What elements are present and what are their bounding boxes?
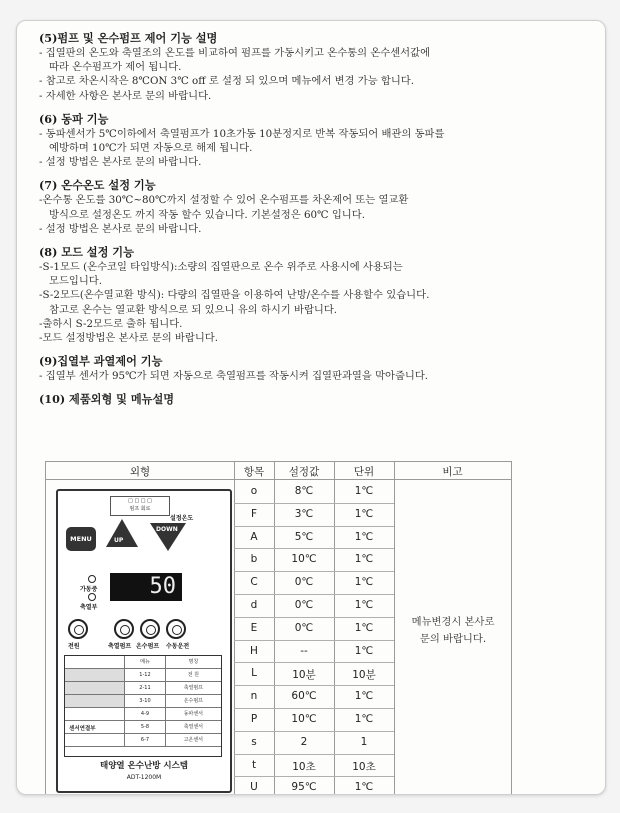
legend-terminal (65, 669, 125, 681)
cell-value: 10초 (292, 760, 316, 773)
section-heading: (6) 동파 기능 (39, 111, 109, 126)
section-line: 참고로 온수는 열교환 방식으로 되 있으니 유의 하시기 바랍니다. (49, 303, 338, 316)
terminal-legend (64, 655, 222, 757)
legend-name: 고온센서 (183, 737, 204, 743)
legend-row (65, 734, 221, 747)
table-row (234, 480, 394, 504)
cell-unit: 1℃ (354, 781, 374, 794)
cell-unit: 10초 (352, 760, 376, 773)
cell-item: U (250, 781, 258, 794)
cell-item: H (250, 644, 258, 657)
cell-item: F (250, 507, 258, 520)
table-row (234, 503, 394, 527)
legend-row (65, 695, 221, 708)
cell-value: 10℃ (291, 553, 317, 566)
header-item: 항목 (243, 466, 265, 478)
legend-code: 2-11 (125, 682, 165, 694)
knob-label: 온수펌프 (136, 643, 160, 650)
cell-value: 5℃ (294, 530, 314, 543)
document-page (16, 20, 606, 795)
cell-item: A (250, 530, 258, 543)
section-line: -S-1모드 (온수코일 타입방식):소량의 집열판으로 온수 위주로 사용시에 사용되는 (39, 261, 403, 274)
cell-item: L (251, 667, 257, 680)
cell-unit: 1℃ (354, 713, 374, 725)
table-row (234, 685, 394, 709)
cell-item: b (250, 553, 258, 566)
knob-label: 전원 (68, 643, 80, 650)
cell-value: 10분 (292, 669, 316, 682)
section-s8 (39, 245, 589, 345)
table-row (234, 731, 394, 755)
table-header (46, 462, 511, 480)
section-line: - 설정 방법은 본사로 문의 바랍니다. (39, 156, 202, 169)
table-row (234, 662, 394, 686)
section-heading: (8) 모드 설정 기능 (39, 245, 134, 260)
cell-unit: 1℃ (354, 507, 374, 520)
storage-led-icon (88, 593, 96, 601)
remark-line: 문의 바랍니다. (419, 633, 487, 645)
section-line: 따라 온수펌프가 제어 됩니다. (49, 61, 182, 74)
remark-line: 메뉴변경시 본사로 (411, 616, 495, 628)
storage-led-label: 축열부 (80, 604, 98, 611)
cell-unit: 1℃ (354, 599, 374, 611)
section-heading: (9)집열부 과열제어 기능 (39, 354, 163, 369)
cell-item: d (250, 599, 258, 611)
legend-code: 6-7 (125, 734, 165, 746)
table-row (234, 571, 394, 595)
cell-unit: 10분 (352, 669, 376, 682)
legend-terminal (65, 708, 125, 720)
set-temp-label: 설정온도 (170, 515, 194, 522)
running-led-icon (88, 575, 96, 583)
section-line: -출하시 S-2모드로 출하 됩니다. (39, 317, 183, 330)
table-row (234, 594, 394, 618)
legend-code: 4-9 (125, 708, 165, 720)
controller-device (56, 489, 232, 793)
cell-unit: 1 (360, 735, 368, 748)
cell-value: 60℃ (291, 690, 317, 703)
table-row (234, 708, 394, 732)
cell-unit: 1℃ (354, 553, 374, 566)
cell-item: s (251, 735, 257, 748)
section-line: - 집열부 센서가 95℃가 되면 자동으로 축열펌프를 작동시켜 집열판과열을 막아줍니다. (39, 370, 429, 383)
legend-head-menu: 메뉴 (125, 656, 165, 668)
power-knob-icon (68, 619, 88, 639)
storage-pump-knob-icon (114, 619, 134, 639)
cell-unit: 1℃ (354, 690, 374, 703)
legend-side-label: 센서연결부 (69, 726, 96, 732)
legend-row (65, 669, 221, 682)
section-line: 방식으로 설정온도 까지 작동 할수 있습니다. 기본설정은 60℃ 입니다. (49, 208, 365, 221)
section-s6 (39, 112, 589, 170)
table-row (234, 617, 394, 641)
section-s9 (39, 354, 589, 383)
cell-value: 95℃ (291, 781, 317, 794)
cell-unit: 1℃ (354, 621, 374, 634)
cell-value: 0℃ (294, 576, 314, 589)
legend-code: 1-12 (125, 669, 165, 681)
section-line: - 동파센서가 5℃이하에서 축열펌프가 10초가동 10분정지로 반복 작동되어 배관의 동파를 (39, 127, 445, 140)
section-heading: (7) 온수온도 설정 기능 (39, 178, 156, 193)
cell-value: 8℃ (294, 485, 314, 497)
section-line: 모드입니다. (49, 275, 103, 288)
legend-name: 동파센서 (183, 711, 204, 717)
menu-button: MENU (66, 527, 96, 551)
cell-item: C (250, 576, 258, 589)
manual-knob-icon (166, 619, 186, 639)
cell-item: t (251, 758, 257, 771)
legend-code: 3-10 (125, 695, 165, 707)
header-value: 설정값 (288, 466, 320, 478)
document-content (39, 31, 589, 407)
model-label: ADT-1200M (126, 774, 162, 781)
table-row (234, 526, 394, 550)
pump-indicator-box: □ □ □ □ 펌프 회로 (110, 496, 170, 516)
section-line: -온수통 온도를 30℃~80℃까지 설정할 수 있어 온수펌프를 차온제어 또는 열교환 (39, 194, 409, 207)
up-button-label: UP (114, 537, 124, 544)
table-row (234, 640, 394, 664)
section-line: - 참고로 차온시작은 8℃ON 3℃ off 로 설정 되 있으며 메뉴에서 변경 가능 합니다. (39, 75, 415, 88)
header-unit: 단위 (353, 466, 375, 478)
section-line: - 자세한 사항은 본사로 문의 바랍니다. (39, 89, 212, 102)
remark-note (398, 614, 508, 648)
hotwater-pump-knob-icon (140, 619, 160, 639)
pump-indicator-label: 펌프 회로 (129, 506, 151, 512)
legend-row (65, 682, 221, 695)
section-line: -모드 설정방법은 본사로 문의 바랍니다. (39, 332, 218, 345)
table-row (234, 776, 394, 795)
legend-head-name: 명칭 (188, 659, 199, 665)
header-appearance: 외형 (129, 466, 151, 478)
menu-table (45, 461, 512, 795)
legend-code: 5-8 (125, 721, 165, 733)
legend-terminal (65, 734, 125, 746)
legend-blank (65, 656, 125, 668)
cell-value: -- (300, 644, 308, 657)
cell-item: o (250, 485, 258, 497)
cell-value: 0℃ (294, 599, 314, 611)
cell-value: 3℃ (294, 507, 314, 520)
legend-row (65, 708, 221, 721)
legend-terminal (65, 682, 125, 694)
section-line: - 설정 방법은 본사로 문의 바랍니다. (39, 222, 202, 235)
table-title: (10) 제품외형 및 메뉴설명 (39, 392, 175, 407)
legend-name: 축열펌프 (183, 685, 204, 691)
legend-name: 전 원 (187, 672, 199, 678)
down-button-label: DOWN (156, 526, 178, 533)
legend-terminal (65, 695, 125, 707)
table-row (234, 548, 394, 572)
column-divider (394, 462, 395, 795)
section-line: - 집열판의 온도와 축열조의 온도를 비교하여 펌프를 가동시키고 온수통의 온수센서값에 (39, 47, 431, 59)
cell-value: 0℃ (294, 621, 314, 634)
section-line: -S-2모드(온수열교환 방식): 다량의 집열판을 이용하여 난방/온수를 사용할수 있습니다. (39, 289, 430, 302)
legend-header (65, 656, 221, 669)
cell-value: 2 (300, 735, 308, 748)
section-s7 (39, 178, 589, 236)
legend-name: 온수펌프 (183, 698, 204, 704)
section-s5 (39, 31, 589, 103)
section-line: 예방하며 10℃가 되면 자동으로 해제 됩니다. (49, 142, 253, 155)
cell-item: P (250, 713, 258, 725)
running-led-label: 가동중 (80, 586, 98, 593)
cell-unit: 1℃ (354, 530, 374, 543)
brand-label: 태양열 온수난방 시스템 (99, 761, 189, 771)
cell-value: 10℃ (291, 713, 317, 725)
cell-item: E (250, 621, 258, 634)
cell-unit: 1℃ (354, 644, 374, 657)
legend-name: 축열센서 (183, 724, 204, 730)
section-heading: (5)펌프 및 온수펌프 제어 기능 설명 (39, 31, 218, 45)
knob-label: 축열펌프 (108, 643, 132, 650)
header-remark: 비고 (442, 466, 463, 478)
cell-item: n (250, 690, 258, 703)
cell-unit: 1℃ (354, 485, 374, 497)
cell-unit: 1℃ (354, 576, 374, 589)
table-row (234, 754, 394, 778)
knob-label: 수동운전 (166, 643, 190, 650)
temperature-display: 50 (110, 573, 182, 601)
